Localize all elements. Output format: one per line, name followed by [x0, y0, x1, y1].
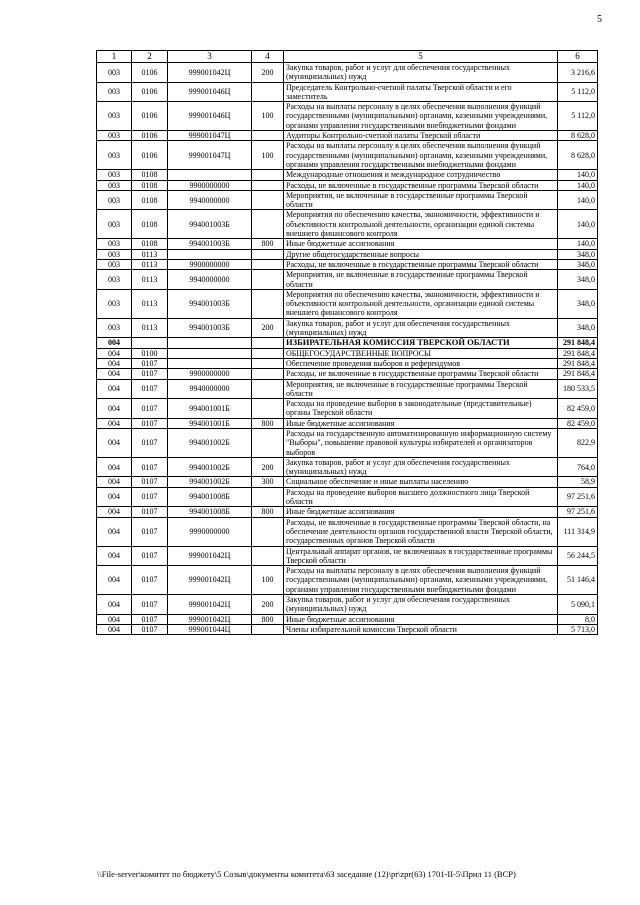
description-cell: Расходы на выплаты персоналу в целях обеспечения выполнения функций государственными (муниципальными) органами, казенными учреждениями, органами управления государственными внебюджетными фондами: [284, 566, 558, 595]
section-code-cell: 0107: [132, 546, 168, 566]
admin-code-cell: 003: [97, 82, 132, 102]
admin-code-cell: 004: [97, 358, 132, 368]
admin-code-cell: 003: [97, 249, 132, 259]
article-code-cell: 9940000000: [168, 270, 252, 290]
description-cell: Мероприятия по обеспечению качества, экономичности, эффективности и объективности контрольной деятельности, организации единой системы внешнего финансового контроля: [284, 289, 558, 318]
section-code-cell: 0106: [132, 82, 168, 102]
section-code-cell: 0107: [132, 507, 168, 517]
expense-type-cell: [252, 348, 284, 358]
admin-code-cell: 004: [97, 546, 132, 566]
admin-code-cell: 004: [97, 369, 132, 379]
amount-cell: 348,0: [558, 289, 598, 318]
admin-code-cell: 003: [97, 289, 132, 318]
description-cell: Члены избирательной комиссии Тверской области: [284, 624, 558, 634]
description-cell: Расходы, не включенные в государственные программы Тверской области: [284, 259, 558, 269]
expense-type-cell: 200: [252, 457, 284, 477]
description-cell: Центральный аппарат органов, не включенных в государственные программы Тверской области: [284, 546, 558, 566]
table-row: [97, 399, 598, 419]
article-code-cell: 994001003Б: [168, 210, 252, 239]
admin-code-cell: 004: [97, 457, 132, 477]
amount-cell: 111 314,9: [558, 517, 598, 546]
description-cell: Мероприятия, не включенные в государственные программы Тверской области: [284, 379, 558, 399]
admin-code-cell: 003: [97, 180, 132, 190]
header-cell: 1: [97, 51, 132, 63]
admin-code-cell: 004: [97, 428, 132, 457]
table-row: [97, 595, 598, 615]
header-cell: 5: [284, 51, 558, 63]
article-code-cell: [168, 358, 252, 368]
article-code-cell: 999001044Ц: [168, 624, 252, 634]
amount-cell: 140,0: [558, 170, 598, 180]
article-code-cell: 994001002Б: [168, 428, 252, 457]
article-code-cell: 9900000000: [168, 259, 252, 269]
table-row: [97, 477, 598, 487]
expense-type-cell: [252, 399, 284, 419]
table-row: [97, 566, 598, 595]
article-code-cell: 999001042Ц: [168, 595, 252, 615]
table-row: [97, 210, 598, 239]
page-number: 5: [597, 14, 602, 25]
section-code-cell: 0106: [132, 141, 168, 170]
expense-type-cell: [252, 624, 284, 634]
article-code-cell: 999001042Ц: [168, 566, 252, 595]
admin-code-cell: 003: [97, 259, 132, 269]
section-code-cell: 0113: [132, 318, 168, 338]
admin-code-cell: 003: [97, 190, 132, 210]
table-row: [97, 457, 598, 477]
expense-type-cell: [252, 546, 284, 566]
article-code-cell: 994001008Б: [168, 507, 252, 517]
article-code-cell: 9940000000: [168, 379, 252, 399]
description-cell: Закупка товаров, работ и услуг для обеспечения государственных (муниципальных) нужд: [284, 318, 558, 338]
expense-type-cell: 200: [252, 63, 284, 83]
admin-code-cell: 004: [97, 517, 132, 546]
expense-type-cell: [252, 170, 284, 180]
description-cell: Расходы на проведение выборов в законодательные (представительные) органы Тверской области: [284, 399, 558, 419]
expense-type-cell: 100: [252, 102, 284, 131]
expense-type-cell: 100: [252, 566, 284, 595]
table-body: [97, 63, 598, 635]
admin-code-cell: 003: [97, 239, 132, 249]
section-code-cell: 0107: [132, 358, 168, 368]
article-code-cell: 994001003Б: [168, 239, 252, 249]
description-cell: Мероприятия по обеспечению качества, экономичности, эффективности и объективности контрольной деятельности, организации единой системы внешнего финансового контроля: [284, 210, 558, 239]
article-code-cell: 9940000000: [168, 190, 252, 210]
section-code-cell: [132, 338, 168, 348]
section-code-cell: 0107: [132, 379, 168, 399]
admin-code-cell: 003: [97, 210, 132, 239]
table-row: [97, 82, 598, 102]
amount-cell: 348,0: [558, 270, 598, 290]
expense-type-cell: 200: [252, 595, 284, 615]
amount-cell: 82 459,0: [558, 399, 598, 419]
admin-code-cell: 003: [97, 141, 132, 170]
table-row: [97, 270, 598, 290]
amount-cell: 97 251,6: [558, 507, 598, 517]
description-cell: ИЗБИРАТЕЛЬНАЯ КОМИССИЯ ТВЕРСКОЙ ОБЛАСТИ: [284, 338, 558, 348]
description-cell: Иные бюджетные ассигнования: [284, 239, 558, 249]
table-row: [97, 379, 598, 399]
admin-code-cell: 004: [97, 477, 132, 487]
admin-code-cell: 004: [97, 348, 132, 358]
table-row: [97, 546, 598, 566]
expense-type-cell: [252, 180, 284, 190]
amount-cell: 140,0: [558, 239, 598, 249]
expense-type-cell: [252, 82, 284, 102]
table-row: [97, 190, 598, 210]
amount-cell: 140,0: [558, 180, 598, 190]
expense-type-cell: [252, 210, 284, 239]
header-cell: 4: [252, 51, 284, 63]
article-code-cell: 999001042Ц: [168, 63, 252, 83]
expense-type-cell: [252, 428, 284, 457]
table-row: [97, 358, 598, 368]
description-cell: Мероприятия, не включенные в государственные программы Тверской области: [284, 270, 558, 290]
article-code-cell: 999001046Ц: [168, 82, 252, 102]
description-cell: Расходы, не включенные в государственные программы Тверской области, на обеспечение деятельности органов государственной власти Тверской области, государственных органов Тверской области: [284, 517, 558, 546]
article-code-cell: 999001047Ц: [168, 131, 252, 141]
expense-type-cell: [252, 249, 284, 259]
amount-cell: 56 244,5: [558, 546, 598, 566]
admin-code-cell: 004: [97, 379, 132, 399]
table-row: [97, 507, 598, 517]
expense-type-cell: [252, 487, 284, 507]
expense-type-cell: 800: [252, 418, 284, 428]
admin-code-cell: 003: [97, 270, 132, 290]
table-row: [97, 259, 598, 269]
section-code-cell: 0108: [132, 170, 168, 180]
header-row: [97, 51, 598, 63]
description-cell: Расходы, не включенные в государственные программы Тверской области: [284, 180, 558, 190]
article-code-cell: 994001003Б: [168, 318, 252, 338]
table-row: [97, 180, 598, 190]
section-code-cell: 0108: [132, 190, 168, 210]
table-row: [97, 131, 598, 141]
description-cell: Социальное обеспечение и иные выплаты населению: [284, 477, 558, 487]
article-code-cell: [168, 338, 252, 348]
description-cell: Обеспечение проведения выборов и референдумов: [284, 358, 558, 368]
header-cell: 2: [132, 51, 168, 63]
description-cell: Расходы на выплаты персоналу в целях обеспечения выполнения функций государственными (муниципальными) органами, казенными учреждениями, органами управления государственными внебюджетными фондами: [284, 102, 558, 131]
expense-type-cell: 800: [252, 614, 284, 624]
amount-cell: 291 848,4: [558, 369, 598, 379]
section-code-cell: 0107: [132, 399, 168, 419]
article-code-cell: 9900000000: [168, 369, 252, 379]
description-cell: Закупка товаров, работ и услуг для обеспечения государственных (муниципальных) нужд: [284, 595, 558, 615]
expense-type-cell: [252, 270, 284, 290]
section-code-cell: 0107: [132, 418, 168, 428]
section-code-cell: 0107: [132, 614, 168, 624]
amount-cell: 348,0: [558, 318, 598, 338]
section-code-cell: 0107: [132, 477, 168, 487]
article-code-cell: 999001047Ц: [168, 141, 252, 170]
section-code-cell: 0107: [132, 566, 168, 595]
amount-cell: 291 848,4: [558, 338, 598, 348]
description-cell: ОБЩЕГОСУДАРСТВЕННЫЕ ВОПРОСЫ: [284, 348, 558, 358]
description-cell: Расходы на проведение выборов высшего должностного лица Тверской области: [284, 487, 558, 507]
section-code-cell: 0108: [132, 210, 168, 239]
article-code-cell: 994001001Б: [168, 418, 252, 428]
expense-type-cell: [252, 338, 284, 348]
section-code-cell: 0113: [132, 259, 168, 269]
amount-cell: 5 112,0: [558, 102, 598, 131]
amount-cell: 8 628,0: [558, 131, 598, 141]
table-row: [97, 517, 598, 546]
table-row: [97, 289, 598, 318]
admin-code-cell: 003: [97, 63, 132, 83]
expense-type-cell: 200: [252, 318, 284, 338]
table-row: [97, 487, 598, 507]
section-code-cell: 0107: [132, 487, 168, 507]
admin-code-cell: 004: [97, 338, 132, 348]
description-cell: Другие общегосударственные вопросы: [284, 249, 558, 259]
section-code-cell: 0108: [132, 239, 168, 249]
article-code-cell: 994001008Б: [168, 487, 252, 507]
amount-cell: 58,9: [558, 477, 598, 487]
amount-cell: 140,0: [558, 210, 598, 239]
admin-code-cell: 003: [97, 170, 132, 180]
table-row: [97, 369, 598, 379]
table-row: [97, 102, 598, 131]
amount-cell: 97 251,6: [558, 487, 598, 507]
header-cell: 3: [168, 51, 252, 63]
file-path-footer: \\File-server\комитет по бюджету\5 Созыв\документы комитета\63 заседание (12)\pr\zpr(63) 1701-II-5\Прил 11 (ВСР): [97, 869, 516, 879]
table-row: [97, 614, 598, 624]
amount-cell: 348,0: [558, 259, 598, 269]
section-code-cell: 0113: [132, 289, 168, 318]
table-row: [97, 338, 598, 348]
expense-type-cell: [252, 259, 284, 269]
section-code-cell: 0106: [132, 131, 168, 141]
article-code-cell: 999001042Ц: [168, 546, 252, 566]
expense-type-cell: [252, 358, 284, 368]
expense-type-cell: [252, 517, 284, 546]
section-code-cell: 0107: [132, 428, 168, 457]
section-code-cell: 0107: [132, 595, 168, 615]
description-cell: Закупка товаров, работ и услуг для обеспечения государственных (муниципальных) нужд: [284, 63, 558, 83]
header-cell: 6: [558, 51, 598, 63]
admin-code-cell: 003: [97, 102, 132, 131]
admin-code-cell: 003: [97, 131, 132, 141]
admin-code-cell: 004: [97, 418, 132, 428]
amount-cell: 764,0: [558, 457, 598, 477]
table-row: [97, 63, 598, 83]
article-code-cell: [168, 249, 252, 259]
section-code-cell: 0113: [132, 249, 168, 259]
admin-code-cell: 004: [97, 614, 132, 624]
amount-cell: 180 533,5: [558, 379, 598, 399]
expense-type-cell: 800: [252, 239, 284, 249]
amount-cell: 51 146,4: [558, 566, 598, 595]
expense-type-cell: [252, 369, 284, 379]
article-code-cell: [168, 170, 252, 180]
description-cell: Международные отношения и международное сотрудничество: [284, 170, 558, 180]
expense-type-cell: 800: [252, 507, 284, 517]
article-code-cell: 994001003Б: [168, 289, 252, 318]
table-row: [97, 348, 598, 358]
description-cell: Закупка товаров, работ и услуг для обеспечения государственных (муниципальных) нужд: [284, 457, 558, 477]
amount-cell: 8 628,0: [558, 141, 598, 170]
section-code-cell: 0106: [132, 102, 168, 131]
amount-cell: 291 848,4: [558, 358, 598, 368]
table-row: [97, 428, 598, 457]
amount-cell: 3 216,6: [558, 63, 598, 83]
description-cell: Расходы, не включенные в государственные программы Тверской области: [284, 369, 558, 379]
amount-cell: 822,9: [558, 428, 598, 457]
table-row: [97, 249, 598, 259]
article-code-cell: 9900000000: [168, 180, 252, 190]
budget-table: [96, 50, 598, 635]
description-cell: Председатель Контрольно-счетной палаты Тверской области и его заместитель: [284, 82, 558, 102]
admin-code-cell: 004: [97, 624, 132, 634]
table-row: [97, 239, 598, 249]
description-cell: Иные бюджетные ассигнования: [284, 418, 558, 428]
section-code-cell: 0107: [132, 369, 168, 379]
expense-type-cell: [252, 379, 284, 399]
admin-code-cell: 004: [97, 507, 132, 517]
amount-cell: 5 112,0: [558, 82, 598, 102]
table-row: [97, 170, 598, 180]
section-code-cell: 0106: [132, 63, 168, 83]
article-code-cell: 9990000000: [168, 517, 252, 546]
table-row: [97, 418, 598, 428]
amount-cell: 82 459,0: [558, 418, 598, 428]
admin-code-cell: 004: [97, 487, 132, 507]
admin-code-cell: 004: [97, 399, 132, 419]
description-cell: Мероприятия, не включенные в государственные программы Тверской области: [284, 190, 558, 210]
description-cell: Аудиторы Контрольно-счетной палаты Тверской области: [284, 131, 558, 141]
amount-cell: 291 848,4: [558, 348, 598, 358]
section-code-cell: 0107: [132, 457, 168, 477]
amount-cell: 140,0: [558, 190, 598, 210]
article-code-cell: 994001001Б: [168, 399, 252, 419]
description-cell: Расходы на выплаты персоналу в целях обеспечения выполнения функций государственными (муниципальными) органами, казенными учреждениями, органами управления государственными внебюджетными фондами: [284, 141, 558, 170]
amount-cell: 5 090,1: [558, 595, 598, 615]
expense-type-cell: 300: [252, 477, 284, 487]
description-cell: Иные бюджетные ассигнования: [284, 614, 558, 624]
expense-type-cell: 100: [252, 141, 284, 170]
amount-cell: 348,0: [558, 249, 598, 259]
article-code-cell: 994001002Б: [168, 457, 252, 477]
expense-type-cell: [252, 190, 284, 210]
description-cell: Иные бюджетные ассигнования: [284, 507, 558, 517]
table-row: [97, 141, 598, 170]
amount-cell: 5 713,0: [558, 624, 598, 634]
amount-cell: 8,0: [558, 614, 598, 624]
admin-code-cell: 003: [97, 318, 132, 338]
section-code-cell: 0108: [132, 180, 168, 190]
admin-code-cell: 004: [97, 595, 132, 615]
expense-type-cell: [252, 289, 284, 318]
table-row: [97, 318, 598, 338]
expense-type-cell: [252, 131, 284, 141]
section-code-cell: 0107: [132, 624, 168, 634]
article-code-cell: 994001002Б: [168, 477, 252, 487]
section-code-cell: 0113: [132, 270, 168, 290]
article-code-cell: 999001042Ц: [168, 614, 252, 624]
section-code-cell: 0100: [132, 348, 168, 358]
description-cell: Расходы на государственную автоматизированную информационную систему "Выборы", повышение правовой культуры избирателей и организаторов выборов: [284, 428, 558, 457]
table-row: [97, 624, 598, 634]
admin-code-cell: 004: [97, 566, 132, 595]
section-code-cell: 0107: [132, 517, 168, 546]
article-code-cell: 999001046Ц: [168, 102, 252, 131]
article-code-cell: [168, 348, 252, 358]
